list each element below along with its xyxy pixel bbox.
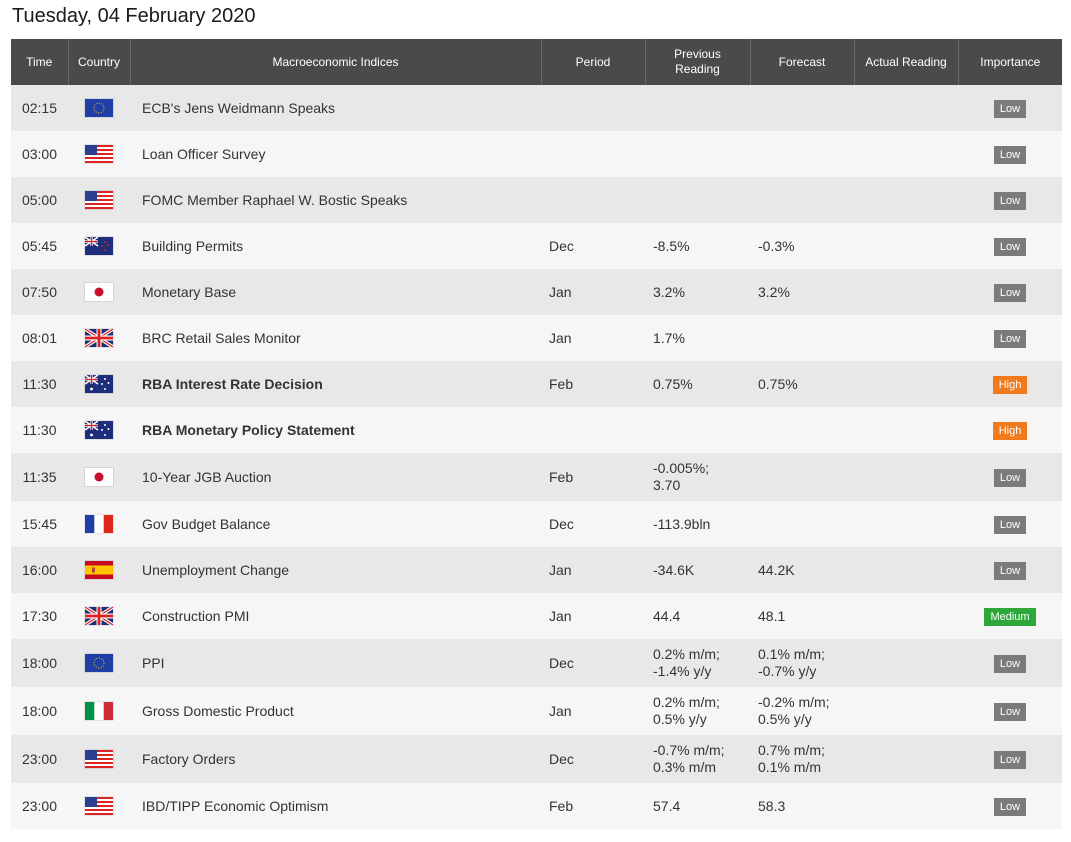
importance-badge: Low <box>994 798 1026 816</box>
importance-cell <box>958 783 1062 829</box>
previous-line1: -0.7% m/m; <box>653 742 725 758</box>
forecast-line1: -0.2% m/m; <box>758 694 830 710</box>
header-time[interactable]: Time <box>11 39 68 85</box>
header-actual[interactable]: Actual Reading <box>854 39 958 85</box>
period-cell <box>541 407 645 453</box>
previous-cell <box>645 453 750 501</box>
period-cell: Dec <box>549 750 574 767</box>
time-cell: 16:00 <box>21 561 58 578</box>
forecast-cell <box>750 315 854 361</box>
time-cell: 18:00 <box>21 654 58 671</box>
previous-line1: -113.9bln <box>653 515 711 532</box>
time-cell: 11:35 <box>22 468 57 485</box>
time-cell: 08:01 <box>21 329 58 346</box>
nz-flag-icon <box>85 237 113 255</box>
forecast-cell <box>750 223 854 269</box>
importance-cell <box>958 85 1062 131</box>
forecast-line2: -0.7% y/y <box>758 663 817 679</box>
time-cell: 07:50 <box>21 283 58 300</box>
time-cell: 17:30 <box>21 607 58 624</box>
actual-cell <box>854 501 958 547</box>
importance-cell <box>958 407 1062 453</box>
event-name[interactable]: ECB's Jens Weidmann Speaks <box>142 99 336 116</box>
importance-badge: Low <box>994 751 1026 769</box>
event-name[interactable]: Factory Orders <box>142 750 236 767</box>
previous-cell <box>645 177 750 223</box>
country-cell <box>68 361 130 407</box>
header-indices[interactable]: Macroeconomic Indices <box>130 39 541 85</box>
jp-flag-icon <box>85 468 113 486</box>
previous-line1: 0.2% m/m; <box>653 646 720 662</box>
importance-cell <box>958 687 1062 735</box>
table-row[interactable] <box>11 547 1062 593</box>
period-cell <box>541 177 645 223</box>
importance-cell <box>958 547 1062 593</box>
event-name[interactable]: 10-Year JGB Auction <box>142 468 272 485</box>
previous-cell <box>645 131 750 177</box>
header-previous-line2: Reading <box>675 62 720 76</box>
forecast-cell <box>750 453 854 501</box>
table-row[interactable] <box>11 315 1062 361</box>
previous-line1: -0.005%; <box>653 460 710 476</box>
actual-cell <box>854 315 958 361</box>
country-cell <box>68 453 130 501</box>
fr-flag-icon <box>85 515 113 533</box>
time-cell: 11:30 <box>22 421 57 438</box>
forecast-cell <box>750 547 854 593</box>
time-cell: 05:45 <box>21 237 58 254</box>
eu-flag-icon <box>85 654 113 672</box>
event-name[interactable]: BRC Retail Sales Monitor <box>142 329 301 346</box>
country-cell <box>68 593 130 639</box>
table-row[interactable] <box>11 85 1062 131</box>
event-name[interactable]: RBA Monetary Policy Statement <box>142 421 355 438</box>
us-flag-icon <box>85 191 113 209</box>
country-cell <box>68 315 130 361</box>
forecast-cell <box>750 85 854 131</box>
forecast-cell <box>750 361 854 407</box>
previous-line1: -8.5% <box>653 237 690 254</box>
economic-calendar-table <box>11 39 1062 829</box>
previous-line1: 3.2% <box>653 283 685 300</box>
table-row[interactable] <box>11 407 1062 453</box>
header-country[interactable]: Country <box>68 39 130 85</box>
event-name[interactable]: FOMC Member Raphael W. Bostic Speaks <box>142 191 408 208</box>
table-row[interactable] <box>11 131 1062 177</box>
previous-cell <box>645 361 750 407</box>
time-cell: 18:00 <box>21 702 58 719</box>
forecast-cell <box>750 687 854 735</box>
period-cell: Dec <box>549 654 574 671</box>
importance-badge: Low <box>994 238 1026 256</box>
previous-cell <box>645 593 750 639</box>
es-flag-icon <box>85 561 113 579</box>
forecast-cell <box>750 783 854 829</box>
table-row[interactable] <box>11 361 1062 407</box>
header-importance[interactable]: Importance <box>958 39 1062 85</box>
table-row[interactable] <box>11 639 1062 687</box>
previous-line1: 0.2% m/m; <box>653 694 720 710</box>
country-cell <box>68 407 130 453</box>
table-row[interactable] <box>11 223 1062 269</box>
country-cell <box>68 501 130 547</box>
table-row[interactable] <box>11 593 1062 639</box>
importance-cell <box>958 223 1062 269</box>
importance-badge: Low <box>994 192 1026 210</box>
previous-line2: 3.70 <box>653 477 681 493</box>
forecast-line2: 0.1% m/m <box>758 759 822 775</box>
importance-badge: Low <box>994 469 1026 487</box>
forecast-line2: 0.5% y/y <box>758 711 812 727</box>
event-name[interactable]: Loan Officer Survey <box>142 145 266 162</box>
importance-badge: High <box>993 422 1028 440</box>
previous-cell <box>645 639 750 687</box>
header-forecast[interactable]: Forecast <box>750 39 854 85</box>
country-cell <box>68 85 130 131</box>
importance-cell <box>958 453 1062 501</box>
table-header-row <box>11 39 1062 85</box>
importance-badge: Low <box>994 562 1026 580</box>
actual-cell <box>854 453 958 501</box>
importance-badge: Low <box>994 146 1026 164</box>
actual-cell <box>854 639 958 687</box>
importance-badge: Low <box>994 516 1026 534</box>
actual-cell <box>854 783 958 829</box>
jp-flag-icon <box>85 283 113 301</box>
event-name[interactable]: Construction PMI <box>142 607 250 624</box>
importance-cell <box>958 315 1062 361</box>
eu-flag-icon <box>85 99 113 117</box>
table-row[interactable] <box>11 453 1062 501</box>
time-cell: 23:00 <box>21 750 58 767</box>
country-cell <box>68 131 130 177</box>
us-flag-icon <box>85 797 113 815</box>
header-previous-line1: Previous <box>674 47 721 61</box>
period-cell: Jan <box>549 283 572 300</box>
forecast-line1: 0.7% m/m; <box>758 742 825 758</box>
period-cell: Jan <box>549 329 572 346</box>
previous-cell <box>645 315 750 361</box>
previous-line1: 44.4 <box>653 607 681 624</box>
uk-flag-icon <box>85 607 113 625</box>
forecast-line1: 0.1% m/m; <box>758 646 825 662</box>
period-cell: Feb <box>549 797 574 814</box>
header-period[interactable]: Period <box>541 39 645 85</box>
previous-cell <box>645 687 750 735</box>
event-name[interactable]: Unemployment Change <box>142 561 290 578</box>
event-name[interactable]: Building Permits <box>142 237 244 254</box>
previous-cell <box>645 223 750 269</box>
actual-cell <box>854 593 958 639</box>
header-previous[interactable] <box>645 39 750 85</box>
period-cell: Feb <box>549 375 574 392</box>
time-cell: 11:30 <box>22 375 57 392</box>
previous-line1: 1.7% <box>653 329 685 346</box>
importance-cell <box>958 131 1062 177</box>
actual-cell <box>854 85 958 131</box>
period-cell: Jan <box>549 702 572 719</box>
table-row[interactable] <box>11 687 1062 735</box>
au-flag-icon <box>85 421 113 439</box>
actual-cell <box>854 687 958 735</box>
forecast-cell <box>750 407 854 453</box>
importance-badge: Low <box>994 330 1026 348</box>
country-cell <box>68 639 130 687</box>
forecast-cell <box>750 735 854 783</box>
importance-cell <box>958 177 1062 223</box>
time-cell: 05:00 <box>21 191 58 208</box>
importance-cell <box>958 361 1062 407</box>
event-name[interactable]: Gov Budget Balance <box>142 515 271 532</box>
country-cell <box>68 269 130 315</box>
actual-cell <box>854 407 958 453</box>
previous-line1: 0.75% <box>653 375 693 392</box>
importance-cell <box>958 269 1062 315</box>
previous-line2: 0.3% m/m <box>653 759 717 775</box>
forecast-line1: 48.1 <box>758 607 786 624</box>
actual-cell <box>854 131 958 177</box>
us-flag-icon <box>85 145 113 163</box>
table-row[interactable] <box>11 783 1062 829</box>
importance-cell <box>958 593 1062 639</box>
country-cell <box>68 687 130 735</box>
forecast-line1: 44.2K <box>758 561 795 578</box>
time-cell: 15:45 <box>21 515 58 532</box>
period-cell: Dec <box>549 237 574 254</box>
period-cell <box>541 85 645 131</box>
period-cell: Feb <box>549 468 574 485</box>
importance-badge: Low <box>994 655 1026 673</box>
period-cell: Jan <box>549 561 572 578</box>
event-name[interactable]: Monetary Base <box>142 283 237 300</box>
event-name[interactable]: Gross Domestic Product <box>142 702 294 719</box>
forecast-cell <box>750 269 854 315</box>
forecast-cell <box>750 501 854 547</box>
forecast-cell <box>750 593 854 639</box>
previous-line2: -1.4% y/y <box>653 663 712 679</box>
time-cell: 02:15 <box>21 99 58 116</box>
importance-badge: Low <box>994 703 1026 721</box>
event-name[interactable]: RBA Interest Rate Decision <box>142 375 323 392</box>
previous-cell <box>645 501 750 547</box>
importance-badge: High <box>993 376 1028 394</box>
forecast-line1: 0.75% <box>758 375 798 392</box>
time-cell: 23:00 <box>21 797 58 814</box>
country-cell <box>68 783 130 829</box>
table-row[interactable] <box>11 501 1062 547</box>
it-flag-icon <box>85 702 113 720</box>
table-row[interactable] <box>11 735 1062 783</box>
previous-line1: -34.6K <box>653 561 695 578</box>
previous-line1: 57.4 <box>653 797 681 814</box>
actual-cell <box>854 177 958 223</box>
previous-cell <box>645 269 750 315</box>
actual-cell <box>854 361 958 407</box>
period-cell: Dec <box>549 515 574 532</box>
forecast-cell <box>750 131 854 177</box>
time-cell: 03:00 <box>21 145 58 162</box>
previous-line2: 0.5% y/y <box>653 711 707 727</box>
forecast-cell <box>750 177 854 223</box>
us-flag-icon <box>85 750 113 768</box>
country-cell <box>68 547 130 593</box>
table-row[interactable] <box>11 177 1062 223</box>
table-row[interactable] <box>11 269 1062 315</box>
importance-badge: Low <box>994 284 1026 302</box>
uk-flag-icon <box>85 329 113 347</box>
country-cell <box>68 223 130 269</box>
previous-cell <box>645 783 750 829</box>
actual-cell <box>854 269 958 315</box>
forecast-cell <box>750 639 854 687</box>
previous-cell <box>645 85 750 131</box>
period-cell: Jan <box>549 607 572 624</box>
previous-cell <box>645 407 750 453</box>
page-title: Tuesday, 04 February 2020 <box>12 5 256 27</box>
previous-cell <box>645 547 750 593</box>
event-name[interactable]: IBD/TIPP Economic Optimism <box>142 797 329 814</box>
importance-badge: Low <box>994 100 1026 118</box>
importance-cell <box>958 735 1062 783</box>
event-name[interactable]: PPI <box>142 654 165 671</box>
importance-badge: Medium <box>984 608 1035 626</box>
period-cell <box>541 131 645 177</box>
importance-cell <box>958 639 1062 687</box>
actual-cell <box>854 223 958 269</box>
forecast-line1: 3.2% <box>758 283 790 300</box>
forecast-line1: -0.3% <box>758 237 795 254</box>
forecast-line1: 58.3 <box>758 797 786 814</box>
country-cell <box>68 735 130 783</box>
actual-cell <box>854 735 958 783</box>
au-flag-icon <box>85 375 113 393</box>
previous-cell <box>645 735 750 783</box>
country-cell <box>68 177 130 223</box>
importance-cell <box>958 501 1062 547</box>
actual-cell <box>854 547 958 593</box>
